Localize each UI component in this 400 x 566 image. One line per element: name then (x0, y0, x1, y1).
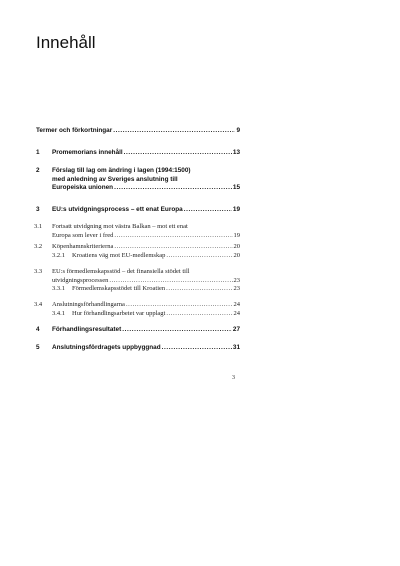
toc-page-number: 24 (233, 301, 240, 308)
toc-entry-number: 3.1 (34, 223, 43, 230)
toc-page-number: 23 (233, 285, 240, 292)
toc-entry-label: Termer och förkortningar (36, 127, 113, 134)
toc-entry-label-line-2: Europa som lever i fred (52, 231, 114, 239)
leader-dots (122, 326, 232, 335)
toc-entry-label-line-1: EU:s förmedlemskapsstöd – det finansiella stödet till (52, 268, 190, 275)
toc-entry-number: 5 (36, 344, 40, 351)
toc-entry-label: Promemorians innehåll (52, 149, 123, 156)
toc-entry-label: Hur förhandlingsarbetet var upplagt (72, 310, 166, 317)
toc-entry-label-line-1: Fortsatt utvidgning mot västra Balkan – mot ett enat (52, 223, 188, 230)
leader-dots (184, 206, 232, 215)
leader-dots (166, 285, 232, 294)
toc-entry-number: 3.3.1 (52, 285, 65, 292)
toc-page-number: 27 (232, 326, 240, 333)
toc-entry-label: Kroatiens väg mot EU-medlemskap (72, 252, 166, 259)
page-title: Innehåll (36, 33, 96, 52)
toc-entry-number: 3.2 (34, 243, 43, 250)
toc-entry-number: 1 (36, 149, 40, 156)
toc-entry-number: 3.3 (34, 268, 43, 275)
page-number: 3 (232, 375, 235, 381)
toc-entry-label: EU:s utvidgningsprocess – ett enat Europa (52, 206, 183, 213)
toc-entry-label-line-3: Europeiska unionen (52, 184, 114, 192)
toc-entry-number: 3.2.1 (52, 252, 65, 259)
leader-dots (114, 184, 232, 193)
toc-entry-label: Anslutningsfördragets uppbyggnad (52, 344, 161, 351)
leader-dots (114, 243, 232, 252)
leader-dots (124, 149, 232, 158)
toc-entry-label: Anslutningsförhandlingarna (52, 301, 125, 308)
toc-entry-number: 2 (36, 167, 40, 174)
toc-page-number: 31 (232, 344, 240, 351)
leader-dots (109, 277, 232, 286)
leader-dots (166, 310, 232, 319)
leader-dots (162, 344, 232, 353)
leader-dots (113, 127, 235, 136)
toc-page-number: 20 (233, 252, 240, 259)
leader-dots (126, 301, 233, 310)
toc-entry-label-line-2: utvidgningsprocessen (52, 276, 109, 284)
toc-page-number: 15 (232, 184, 240, 192)
toc-page-number: 23 (233, 276, 240, 284)
toc-page-number: 13 (232, 149, 240, 156)
leader-dots (166, 252, 232, 261)
toc-entry-number: 3.4 (34, 301, 43, 308)
toc-page-number: 19 (232, 206, 240, 213)
toc-entry-number: 4 (36, 326, 40, 333)
toc-entry-label: Köpenhamnskriterierna (52, 243, 114, 250)
toc-page-number: 9 (236, 127, 240, 134)
leader-dots (114, 232, 232, 241)
toc-entry-label-line-2: med anledning av Sveriges anslutning till (52, 175, 178, 183)
toc-entry-number: 3 (36, 206, 40, 213)
toc-entry-label-line-1: Förslag till lag om ändring i lagen (1994:1500) (52, 167, 191, 174)
toc-entry-label: Förmedlemskapsstödet till Kroatien (72, 285, 166, 292)
toc-page-number: 20 (233, 243, 240, 250)
toc-entry-number: 3.4.1 (52, 310, 65, 317)
toc-entry-label: Förhandlingsresultatet (52, 326, 122, 333)
toc-page-number: 19 (233, 231, 240, 239)
toc-page-number: 24 (233, 310, 240, 317)
